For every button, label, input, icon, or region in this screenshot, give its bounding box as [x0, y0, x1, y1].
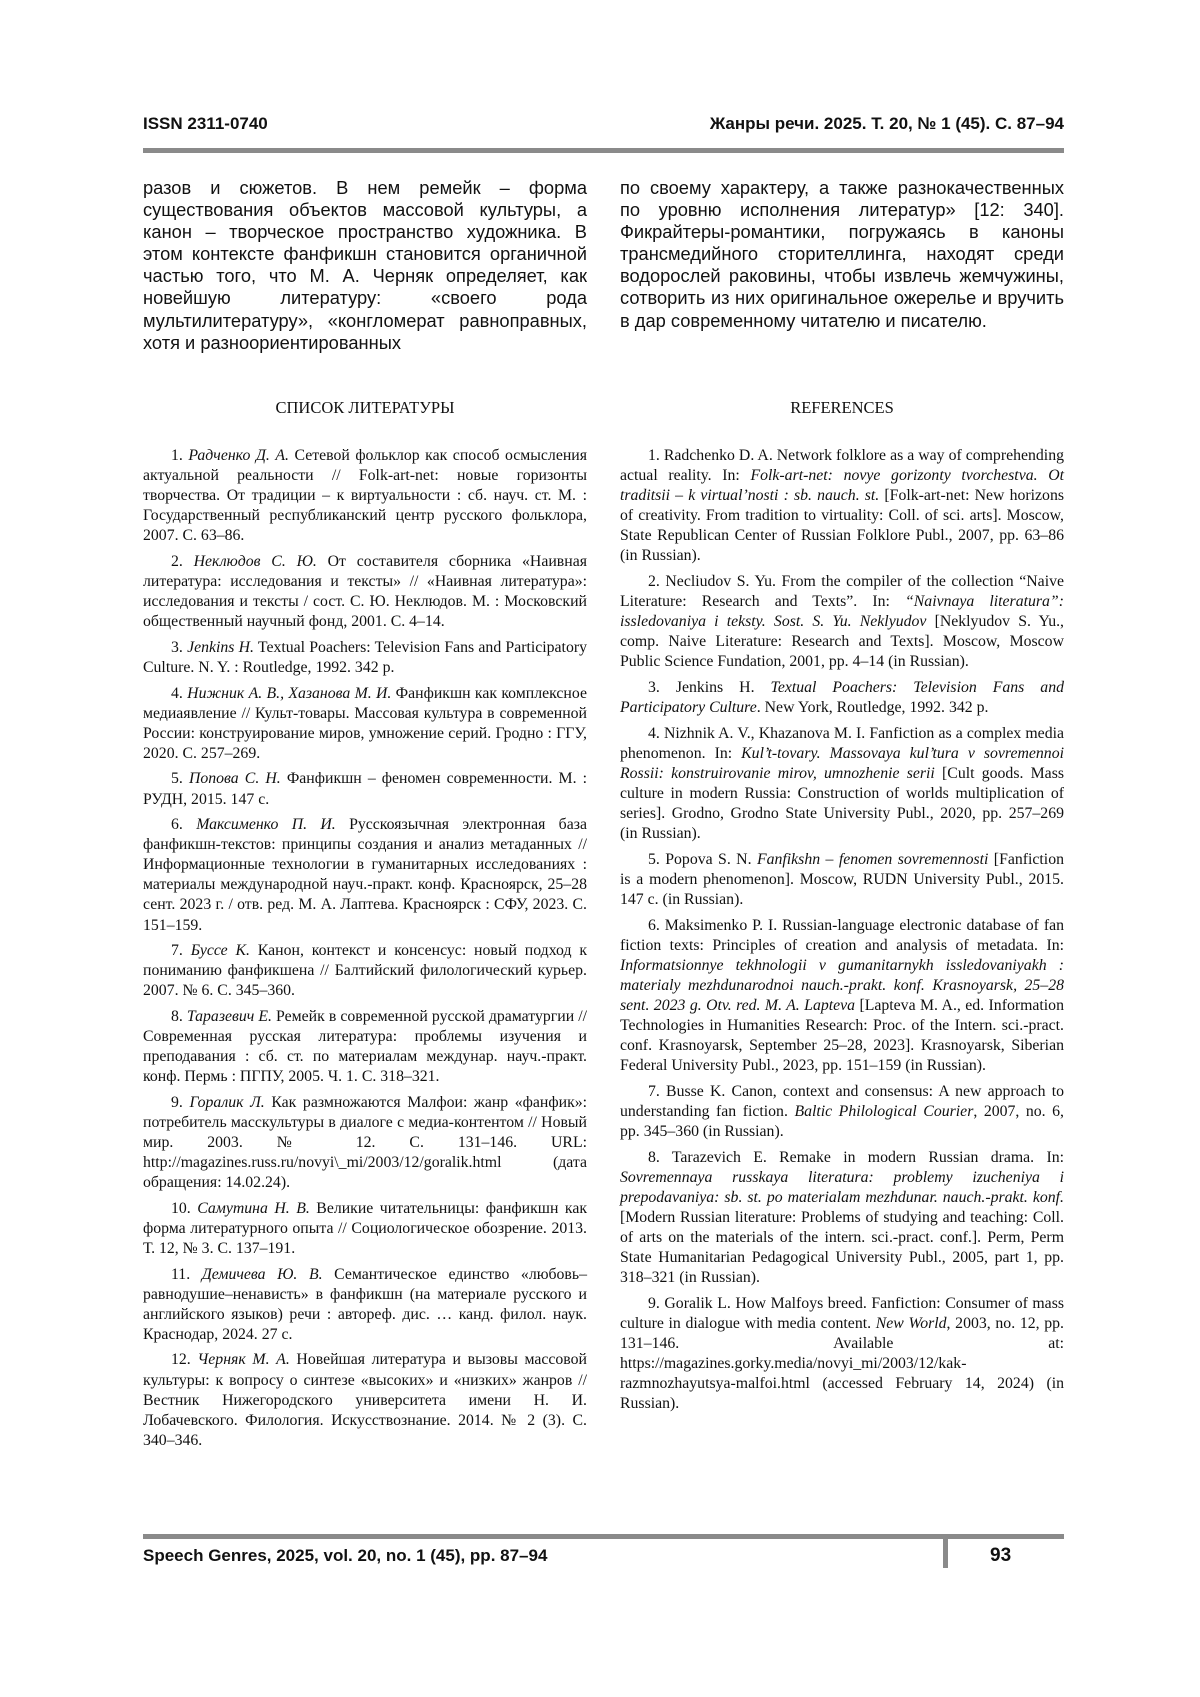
reference-ru-item	[143, 446, 587, 546]
reference-tail: . New York, Routledge, 1992. 342 p.	[756, 699, 989, 717]
reference-title: Informatsionnye tekhnologii v gumanitarnykh issledovaniyakh : materialy mezhdunarodnoi nauch.-prakt. konf. Krasnoyarsk, 25–28 sent. 2023 g. Otv. red. M. A. Lapteva	[620, 956, 1064, 1014]
reference-text: Как размножаются Малфои: жанр «фанфик»: потребитель масскультуры в диалоге с медиа-контентом // Новый мир. 2003. № 12. С. 131–146. URL: http://magazines.russ.ru/novyi\_mi/2003/12/goralik.html (дата обращения: 14.02.24).	[143, 1093, 588, 1192]
reference-lead: 9. Goralik L. How Malfoys breed. Fanfiction: Consumer of mass culture in dialogue with media content.	[620, 1294, 1064, 1332]
issn: ISSN 2311-0740	[143, 114, 268, 133]
body-text-right	[620, 177, 1064, 332]
reference-lead: 4. Nizhnik A. V., Khazanova M. I. Fanfiction as a complex media phenomenon. In:	[620, 724, 1064, 762]
reference-tail: [Cult goods. Mass culture in modern Russia: Construction of worlds multiplication of series]. Grodno, Grodno State University Publ., 2020, pp. 257–269 (in Russian).	[620, 764, 1064, 843]
footer-divider	[943, 1534, 948, 1568]
journal-citation: Жанры речи. 2025. Т. 20, № 1 (45). С. 87–94	[709, 114, 1064, 133]
reference-tail: [Fanfiction is a modern phenomenon]. Moscow, RUDN University Publ., 2015. 147 c. (in Russian).	[620, 850, 1064, 908]
reference-ru-item	[143, 941, 587, 1001]
reference-title: Fanfikshn – fenomen sovremennosti	[756, 850, 989, 868]
reference-tail: [Folk-art-net: New horizons of creativity. From tradition to virtuality: Coll. of sci. arts]. Moscow, State Republican Center of Russian Folklore Publ., 2007, pp. 63–86 (in Russian).	[620, 487, 1064, 565]
reference-author: Радченко Д. А.	[188, 447, 289, 464]
reference-tail: [Modern Russian literature: Problems of studying and teaching: Coll. of arts on the materials of the intern. sci.-pract. conf.]. Perm, Perm State Humanitarian Pedagogical University Publ., 2005, part 1, pp. 318–321 (in Russian).	[620, 1208, 1064, 1287]
reference-text: Русскоязычная электронная база фанфикшн-текстов: принципы создания и анализ метаданных // Информационные технологии в гуманитарных исследованиях : материалы международной науч.-практ. конф. Красноярск, 25–28 сент. 2023 г. / отв. ред. М. А. Лаптева. Красноярск : СФУ, 2023. С. 151–159.	[143, 816, 587, 934]
reference-author: Демичева Ю. В.	[201, 1265, 323, 1283]
reference-lead: 8. Tarazevich E. Remake in modern Russian drama. In:	[648, 1148, 1064, 1166]
footer-rule	[143, 1534, 1064, 1539]
reference-author: Самутина Н. В.	[197, 1199, 310, 1217]
reference-en-item	[620, 1082, 1064, 1142]
reference-lead: 6. Maksimenko P. I. Russian-language electronic database of fan fiction texts: Principles of creation and analysis of metadata. In:	[620, 916, 1064, 954]
references-ru-list	[143, 446, 587, 1456]
reference-author: Неклюдов С. Ю.	[193, 552, 317, 570]
reference-title: Baltic Philological Courier	[794, 1102, 974, 1120]
reference-lead: 1. Radchenko D. A. Network folklore as a way of comprehending actual reality. In:	[620, 447, 1064, 485]
reference-text: Новейшая литература и вызовы массовой культуры: к вопросу о синтезе «высоких» и «низких» жанров // Вестник Нижегородского университета имени Н. И. Лобачевского. Филология. Искусствознание. 2014. № 2 (3). С. 340–346.	[143, 1351, 588, 1449]
reference-text: Фанфикшн – феномен современности. М. : РУДН, 2015. 147 с.	[143, 770, 588, 808]
reference-ru-item	[143, 684, 587, 764]
reference-number: 7.	[171, 942, 183, 960]
reference-number: 8.	[171, 1007, 183, 1025]
reference-ru-item	[143, 1265, 587, 1345]
reference-number: 1.	[171, 447, 183, 464]
reference-tail: [Lapteva M. A., ed. Information Technologies in Humanities Research: Proc. of the Intern. sci.-pract. conf. Krasnoyarsk, September 25–28, 2023]. Krasnoyarsk, Siberian Federal University Publ., 2023, pp. 151–159 (in Russian).	[620, 996, 1064, 1075]
reference-number: 3.	[171, 638, 183, 656]
reference-title: Folk-art-net: novye gorizonty tvorchestva. Ot traditsii – k virtual’nosti : sb. nauch. st.	[620, 467, 1064, 505]
reference-ru-item	[143, 1199, 587, 1259]
references-en-list	[620, 446, 1064, 1420]
reference-tail: , 2007, no. 6, pp. 345–360 (in Russian).	[620, 1102, 1064, 1140]
references-en-title: REFERENCES	[790, 398, 894, 417]
reference-ru-item	[143, 815, 587, 936]
reference-author: Таразевич Е.	[186, 1007, 272, 1025]
reference-lead: 2. Necliudov S. Yu. From the compiler of the collection “Naive Literature: Research and Texts”. In:	[620, 573, 1064, 611]
reference-author: Нижник А. В., Хазанова М. И.	[187, 684, 392, 702]
reference-number: 11.	[171, 1265, 191, 1283]
reference-number: 10.	[171, 1199, 191, 1217]
running-header	[143, 114, 1064, 136]
reference-tail: [Neklyudov S. Yu., comp. Naive Literature: Research and Texts]. Moscow, Moscow Public Science Fundation, 2001, pp. 4–14 (in Russian).	[620, 613, 1064, 671]
reference-text: Канон, контекст и консенсус: новый подход к пониманию фанфикшена // Балтийский филологический курьер. 2007. № 6. С. 345–360.	[143, 942, 587, 1000]
header-rule	[143, 148, 1064, 153]
body-paragraph: разов и сюжетов. В нем ремейк – форма существования объектов массовой культуры, а канон – творческое пространство художника. В этом контексте фанфикшн становится органичной частью того, что М. А. Черняк определяет, как новейшую литературу: «своего рода мультилитературу», «конгломерат равноправных, хотя и разноориентированных	[143, 177, 587, 353]
reference-title: New World	[875, 1314, 947, 1332]
reference-number: 2.	[171, 552, 183, 570]
reference-text: Сетевой фольклор как способ осмысления актуальной реальности // Folk-art-net: новые горизонты творчества. От традиции – к виртуальности : сб. науч. ст. М. : Государственный республиканский центр русского фольклора, 2007. С. 63–86.	[143, 447, 587, 545]
body-text-left	[143, 177, 587, 354]
reference-title: Textual Poachers: Television Fans and Participatory Culture	[620, 679, 1064, 717]
footer-citation: Speech Genres, 2025, vol. 20, no. 1 (45), pp. 87–94	[143, 1546, 548, 1565]
reference-number: 5.	[171, 770, 183, 788]
reference-lead: 5. Popova S. N.	[648, 850, 757, 868]
reference-author: Горалик Л.	[189, 1093, 265, 1111]
reference-ru-item	[143, 1093, 587, 1193]
reference-ru-item	[143, 638, 587, 678]
reference-text: Великие читательницы: фанфикшн как форма литературного опыта // Социологическое обозрение. 2013. Т. 12, № 3. С. 137–191.	[143, 1199, 588, 1257]
reference-tail: , 2003, no. 12, pp. 131–146. Available at: https://magazines.gorky.media/novyi_mi/2003/12/kak-razmnozhayutsya-malfoi.html (accessed February 14, 2024) (in Russian).	[620, 1314, 1064, 1413]
reference-title: Sovremennaya russkaya literatura: problemy izucheniya i prepodavaniya: sb. st. po materialam mezhdunar. nauch.-prakt. konf.	[620, 1168, 1064, 1206]
reference-text: Textual Poachers: Television Fans and Participatory Culture. N. Y. : Routledge, 1992. 342 p.	[143, 638, 588, 676]
page-number: 93	[990, 1545, 1012, 1566]
reference-number: 9.	[171, 1093, 183, 1111]
reference-text: От составителя сборника «Наивная литература: исследования и тексты» // «Наивная литература»: исследования и тексты / сост. С. Ю. Неклюдов. М. : Московский общественный научный фонд, 2001. С. 4–14.	[143, 552, 587, 631]
reference-number: 12.	[171, 1351, 191, 1369]
reference-text: Ремейк в современной русской драматургии // Современная русская литература: проблемы изучения и преподавания : сб. ст. по материалам междунар. науч.-практ. конф. Пермь : ПГПУ, 2005. Ч. 1. С. 318–321.	[143, 1007, 587, 1086]
reference-ru-item	[143, 769, 587, 809]
reference-en-item	[620, 446, 1064, 567]
reference-author: Буссе К.	[190, 942, 250, 960]
reference-en-item	[620, 572, 1064, 672]
reference-author: Попова С. Н.	[188, 770, 281, 788]
reference-number: 6.	[171, 816, 183, 834]
reference-en-item	[620, 1148, 1064, 1289]
reference-ru-item	[143, 1007, 587, 1087]
reference-en-item	[620, 724, 1064, 845]
reference-number: 4.	[171, 684, 183, 702]
reference-ru-item	[143, 1350, 587, 1450]
reference-title: Kul’t-tovary. Massovaya kul’tura v sovremennoi Rossii: konstruirovanie mirov, umnozhenie serii	[620, 744, 1064, 782]
reference-author: Jenkins H.	[187, 638, 254, 656]
reference-author: Максименко П. И.	[196, 816, 336, 834]
reference-author: Черняк М. А.	[197, 1351, 290, 1369]
reference-en-item	[620, 1294, 1064, 1415]
body-paragraph: по своему характеру, а также разнокачественных по уровню исполнения литератур» [12: 340]. Фикрайтеры-романтики, погружаясь в каноны трансмедийного сторителлинга, находят среди водорослей раковины, чтобы извлечь жемчужины, сотворить из них оригинальное ожерелье и вручить в дар современному читателю и писателю.	[620, 177, 1064, 331]
reference-en-item	[620, 678, 1064, 718]
reference-ru-item	[143, 552, 587, 632]
reference-lead: 7. Busse K. Canon, context and consensus: A new approach to understanding fan fiction.	[620, 1082, 1064, 1120]
references-ru-title: СПИСОК ЛИТЕРАТУРЫ	[275, 398, 455, 417]
reference-text: Фанфикшн как комплексное медиаявление // Культ-товары. Массовая культура в современной России: конструирование миров, умножение серий. Гродно : ГГУ, 2020. С. 257–269.	[143, 684, 587, 762]
reference-en-item	[620, 916, 1064, 1077]
reference-lead: 3. Jenkins H.	[648, 679, 771, 697]
reference-text: Семантическое единство «любовь–равнодушие–ненависть» в фанфикшн (на материале русского и английского языков) речи : автореф. дис. … канд. филол. наук. Краснодар, 2024. 27 с.	[143, 1265, 587, 1343]
reference-title: “Naivnaya literatura”: issledovaniya i teksty. Sost. S. Yu. Neklyudov	[620, 593, 1064, 631]
reference-en-item	[620, 850, 1064, 910]
